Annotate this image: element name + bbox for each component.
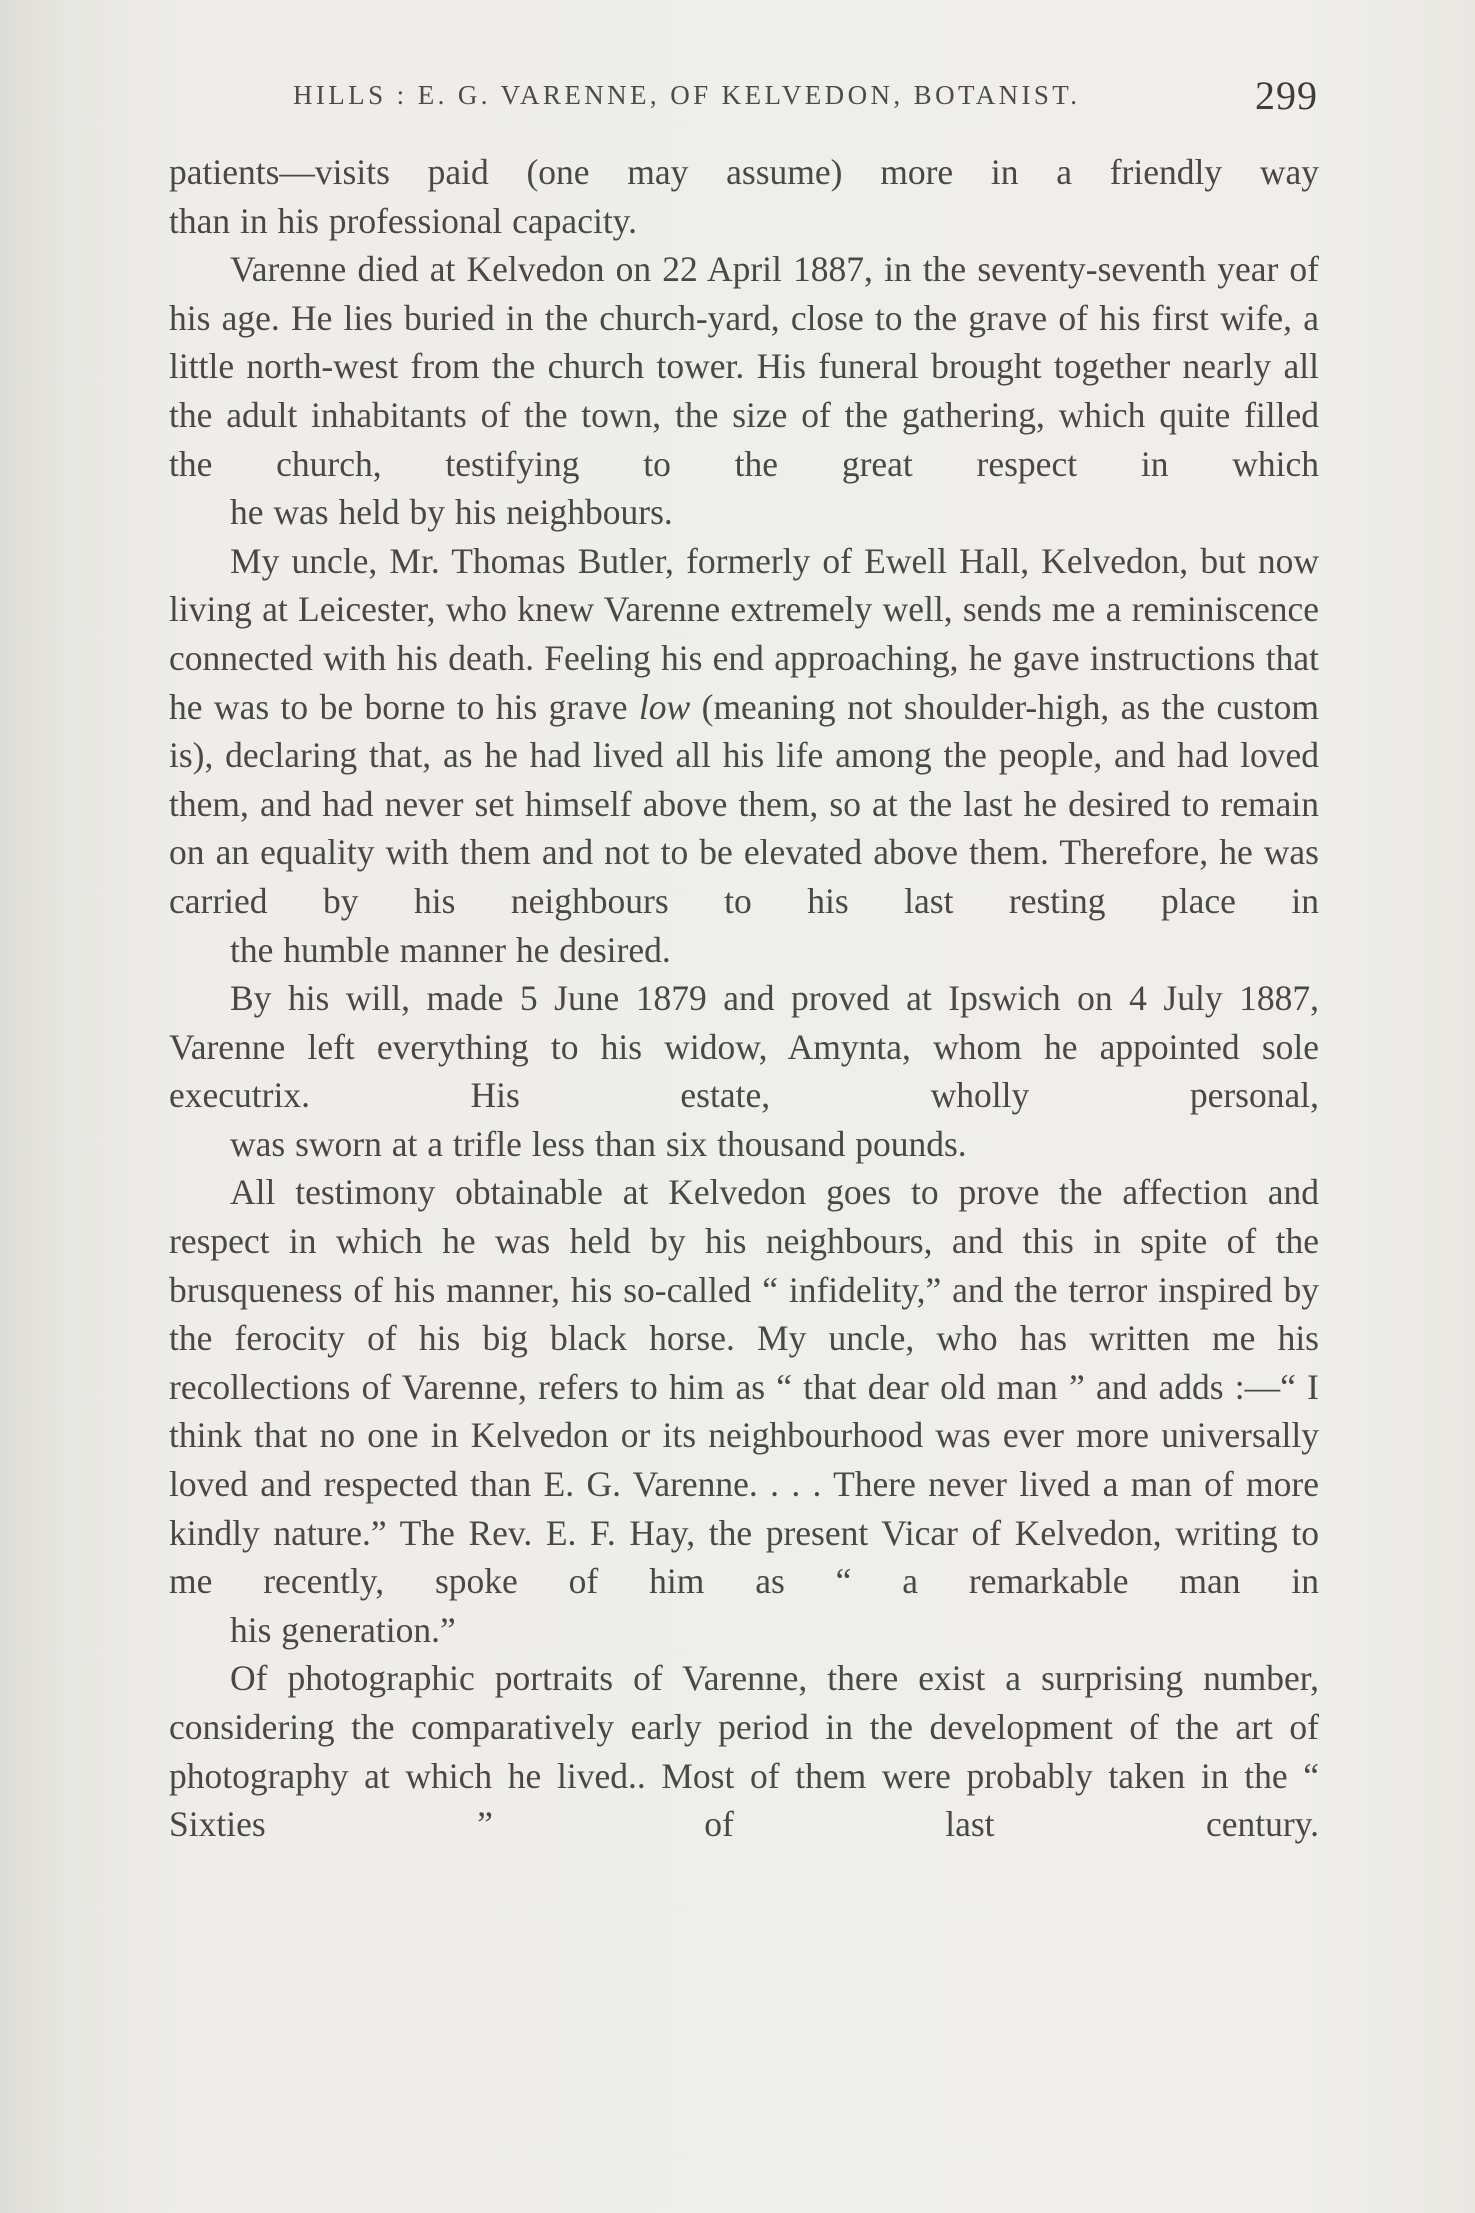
paragraph-text: Varenne died at Kelvedon on 22 April 1887, in the seventy-seventh year of his age. He lies buried in the church-yard, close to the grave of his first wife, a little north-west from the church tower. His funeral brought together nearly all the adult inhabitants of the town, the size of the gathering, which quite filled the church, testifying to the great respect in which bbox=[169, 249, 1319, 484]
paragraph-text: By his will, made 5 June 1879 and proved at Ipswich on 4 July 1887, Varenne left everything to his widow, Amynta, whom he appointed sole executrix. His estate, wholly personal, bbox=[169, 978, 1319, 1116]
running-title: HILLS : E. G. VARENNE, OF KELVEDON, BOTANIST. bbox=[293, 80, 1081, 110]
paragraph-last-line: the humble manner he desired. bbox=[230, 929, 671, 970]
running-header bbox=[170, 72, 1318, 122]
paragraph-text: All testimony obtainable at Kelvedon goes to prove the affection and respect in which he was held by his neighbours, and this in spite of the brusqueness of his manner, his so-called “ infidelity,” and the terror inspired by the ferocity of his big black horse. My uncle, who has written me his recollections of Varenne, refers to him as “ that dear old man ” and adds :—“ I think that no one in Kelvedon or its neighbourhood was ever more universally loved and respected than E. G. Varenne. . . . There never lived a man of more kindly nature.” The Rev. E. F. Hay, the present Vicar of Kelvedon, writing to me recently, spoke of him as “ a remarkable man in bbox=[169, 1172, 1319, 1602]
paragraph-testimony bbox=[169, 1168, 1319, 1654]
paragraph-last-line: than in his professional capacity. bbox=[169, 200, 637, 241]
paragraph-last-line: was sworn at a trifle less than six thousand pounds. bbox=[230, 1123, 967, 1164]
paragraph-photographs bbox=[169, 1654, 1319, 1848]
emphasis-word: low bbox=[638, 686, 691, 727]
paragraph-will bbox=[169, 974, 1319, 1168]
paragraph-text: My uncle, Mr. Thomas Butler, formerly of Ewell Hall, Kelvedon, but now living at Leicester, who knew Varenne extremely well, sends me a reminiscence connected with his death. Feeling his end approaching, he gave instructions that he was to be borne to his grave bbox=[169, 540, 1319, 727]
paragraph-text: patients—visits paid (one may assume) more in a friendly way bbox=[169, 152, 1319, 192]
paragraph-funeral-reminiscence bbox=[169, 537, 1319, 974]
paragraph-text: Of photographic portraits of Varenne, there exist a surprising number, considering the comparatively early period in the development of the art of photography at which he lived.. Most of them were probably taken in the “ Sixties ” of last century. bbox=[169, 1658, 1319, 1845]
page-number: 299 bbox=[1255, 73, 1318, 118]
paragraph-last-line: his generation.” bbox=[230, 1609, 456, 1650]
body-text bbox=[169, 148, 1319, 1849]
paragraph-text-continued: (meaning not shoulder-high, as the custom is), declaring that, as he had lived all his life among the people, and had loved them, and had never set himself above them, so at the last he desired to remain on an equality with them and not to be elevated above them. Therefore, he was carried by his neighbours to his last resting place in bbox=[169, 686, 1319, 921]
paragraph-last-line: he was held by his neighbours. bbox=[230, 492, 673, 533]
paragraph-continuation bbox=[169, 148, 1319, 245]
paragraph-death bbox=[169, 245, 1319, 537]
